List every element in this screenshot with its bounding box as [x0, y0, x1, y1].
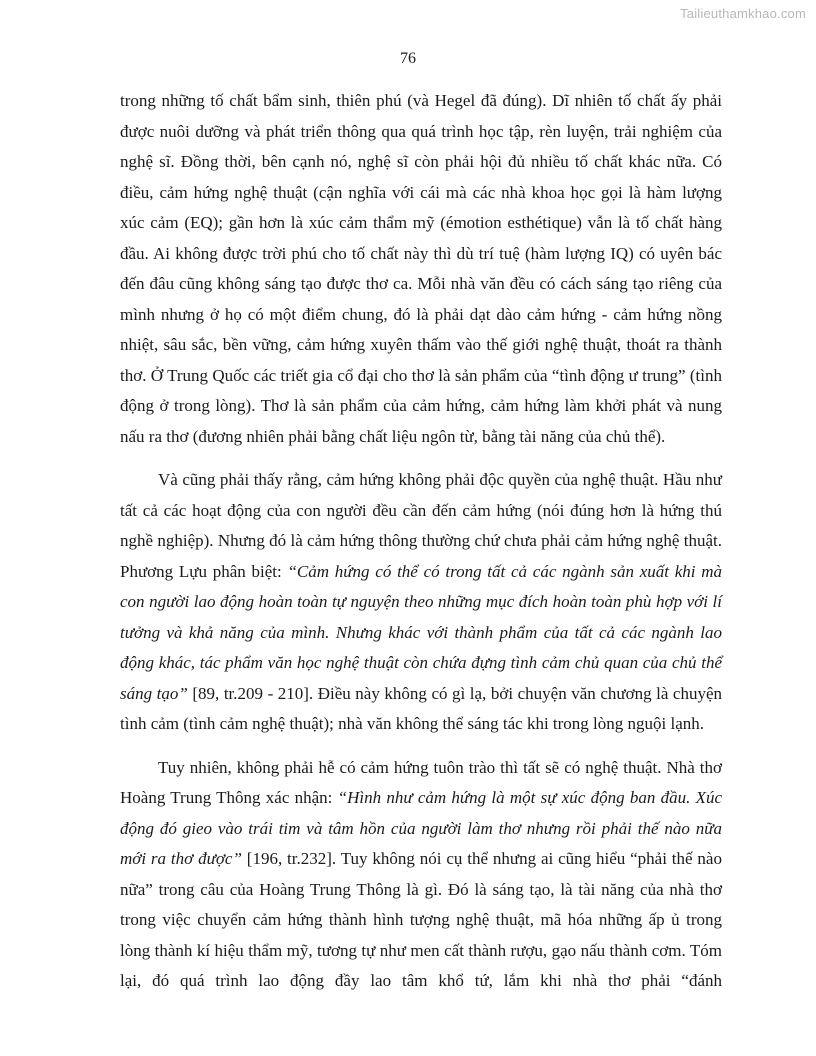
page-number: 76 [400, 50, 416, 67]
document-body [120, 86, 722, 1010]
paragraph-3 [120, 753, 722, 997]
paragraph-1: trong những tố chất bẩm sinh, thiên phú (và Hegel đã đúng). Dĩ nhiên tố chất ấy phải được nuôi dưỡng và phát triển thông qua quá trình học tập, rèn luyện, trải nghiệm của nghệ sĩ. Đồng thời, bên cạnh nó, nghệ sĩ còn phải hội đủ nhiều tố chất khác nữa. Có điều, cảm hứng nghệ thuật (cận nghĩa với cái mà các nhà khoa học gọi là hàm lượng xúc cảm (EQ); gần hơn là xúc cảm thẩm mỹ (émotion esthétique) vẫn là tố chất hàng đầu. Ai không được trời phú cho tố chất này thì dù trí tuệ (hàm lượng IQ) có uyên bác đến đâu cũng không sáng tạo được thơ ca. Mỗi nhà văn đều có cách sáng tạo riêng của mình nhưng ở họ có một điểm chung, đó là phải dạt dào cảm hứng - cảm hứng nồng nhiệt, sâu sắc, bền vững, cảm hứng xuyên thấm vào thế giới nghệ thuật, thoát ra thành thơ. Ở Trung Quốc các triết gia cổ đại cho thơ là sản phẩm của “tình động ư trung” (tình động ở trong lòng). Thơ là sản phẩm của cảm hứng, cảm hứng làm khởi phát và nung nấu ra thơ (đương nhiên phải bằng chất liệu ngôn từ, bằng tài năng của chủ thể). [120, 91, 722, 446]
watermark-text: Tailieuthamkhao.com [680, 6, 806, 21]
paragraph-3-intro: Tuy nhiên, không phải hễ có cảm hứng tuôn trào thì tất sẽ có nghệ thuật. Nhà thơ Hoàng Trung Thông xác nhận: [120, 757, 722, 807]
paragraph-3-quote: “Hình như cảm hứng là một sự xúc động ban đầu. Xúc động đó gieo vào trái tim và tâm hồn của người làm thơ nhưng rồi phải thế nào nữa mới ra thơ được” [120, 788, 723, 868]
paragraph-3-citation: [196, tr.232]. Tuy không nói cụ thể nhưng ai cũng hiểu “phải thế nào nữa” trong câu của Hoàng Trung Thông là gì. Đó là sáng tạo, là tài năng của nhà thơ trong việc chuyển cảm hứng thành hình tượng nghệ thuật, mã hóa những ấp ủ trong lòng thành kí hiệu thẩm mỹ, tương tự như men cất thành rượu, gạo nấu thành cơm. Tóm lại, đó quá trình lao động đầy lao tâm khổ tứ, lắm khi nhà thơ phải “đánh [120, 849, 722, 990]
paragraph-2 [120, 465, 722, 740]
paragraph-2-intro: Và cũng phải thấy rằng, cảm hứng không phải độc quyền của nghệ thuật. Hầu như tất cả các hoạt động của con người đều cần đến cảm hứng (nói đúng hơn là hứng thú nghề nghiệp). Nhưng đó là cảm hứng thông thường chứ chưa phải cảm hứng nghệ thuật. Phương Lựu phân biệt: [120, 470, 722, 581]
paragraph-2-citation: [89, tr.209 - 210]. Điều này không có gì lạ, bởi chuyện văn chương là chuyện tình cảm (tình cảm nghệ thuật); nhà văn không thể sáng tác khi trong lòng nguội lạnh. [120, 683, 723, 733]
paragraph-2-quote: “Cảm hứng có thể có trong tất cả các ngành sản xuất khi mà con người lao động hoàn toàn tự nguyện theo những mục đích hoàn toàn phù hợp với lí tưởng và khả năng của mình. Nhưng khác với thành phẩm của tất cả các ngành lao động khác, tác phẩm văn học nghệ thuật còn chứa đựng tình cảm chủ quan của chủ thể sáng tạo” [120, 561, 722, 703]
